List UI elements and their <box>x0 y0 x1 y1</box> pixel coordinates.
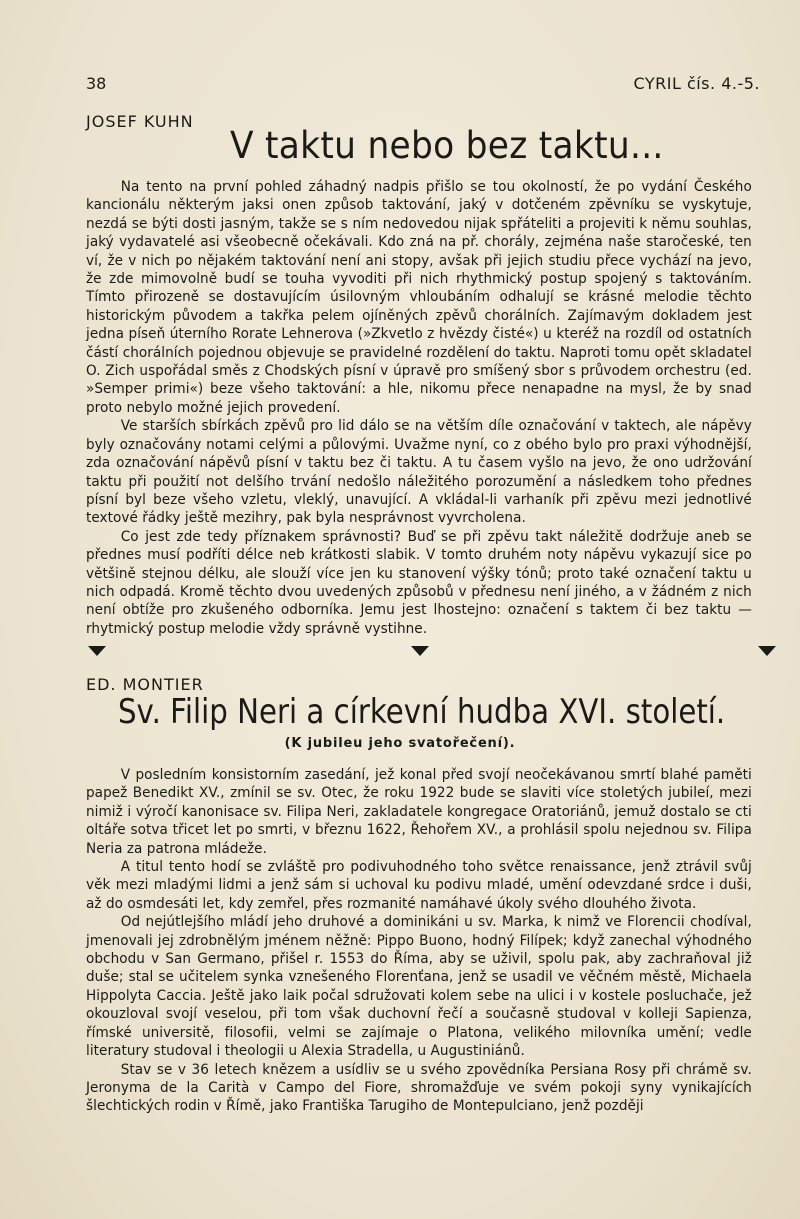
article-author: JOSEF KUHN <box>86 112 194 131</box>
paragraph: A titul tento hodí se zvláště pro podivuhodného toho světce renaissance, jenž ztrávil svůj věk mezi mladými lidmi a jenž sám si uchoval ku podivu mladé, umění odevzdané srdce i duši, až do osmdesáti let, kdy zemřel, přes rozmanité namáhavé úkoly svého dlouhého života. <box>86 859 752 912</box>
paragraph: Stav se v 36 letech knězem a usídliv se u svého zpovědníka Persiana Rosy při chrámě sv. Jeronyma de la Carità v Campo del Fiore, shromažďuje ve svém pokoji syny vynikajících šlechtických rodin v Římě, jako Františka Tarugiho de Montepulciano, jenž později <box>86 1061 752 1115</box>
page-number: 38 <box>86 74 107 93</box>
running-title: CYRIL čís. 4.-5. <box>633 74 760 93</box>
paragraph: Co jest zde tedy příznakem správnosti? Buď se při zpěvu takt náležitě dodržuje aneb se přednes musí podříti délce neb krátkosti slabik. V tomto druhém noty nápěvu vykazují sice po většině stejnou délku, ale slouží více jen ku stanovení výšky tónů; proto také označení taktu u nich odpadá. Kromě těchto dvou uvedených způsobů v přednesu není jiného, a v žádném z nich není obtíže pro zkušeného odborníka. Jemu jest lhostejno: označení s taktem či bez taktu — rhytmický postup melodie vždy správně vystihne. <box>86 528 752 637</box>
article-body <box>86 766 752 1116</box>
triangle-ornament-icon <box>758 646 776 656</box>
article-title: V taktu nebo bez taktu... <box>230 124 664 167</box>
paragraph: Na tento na první pohled záhadný nadpis přišlo se tou okolností, že po vydání Českého kancionálu některým jaksi onen způsob taktování, jaký v dotčeném zpěvníku se vyskytuje, nezdá se býti dosti jasným, takže se s ním nedovedou nijak spřáteliti a projeviti k němu souhlas, jaký vydavatelé asi všeobecně očekávali. Kdo zná na př. chorály, zejména naše staročeské, ten ví, že v nich po nějakém taktování není ani stopy, avšak při jejich studiu přece vychází na jevo, že zde mimovolně budí se touha vyvoditi při nich rhythmický postup spojený s taktováním. Tímto přirozeně se dostavujícím úsilovným vhloubáním odhalují se krásné melodie těchto historickým původem a takřka pelem ojíněných zpěvů chorálních. Zajímavým dokladem jest jedna píseň úterního Rorate Lehnerova (»Zkvetlo z hvězdy čisté«) u kteréž na rozdíl od ostatních částí chorálních pojednou objevuje se pravidelné rozdělení do taktu. Naproti tomu opět skladatel O. Zich uspořádal směs z Chodských písní v úpravě pro smíšený sbor s průvodem orchestru (ed. »Semper primi«) beze všeho taktování: a hle, nikomu přece nenapadne na mysl, že by snad proto nebylo možné jejich provedení. <box>86 179 752 416</box>
article-author: ED. MONTIER <box>86 675 204 694</box>
paragraph: Od nejútlejšího mládí jeho druhové a dominikáni u sv. Marka, k nimž ve Florencii chodíval, jmenovali jej zdrobnělým jménem něžně: Pippo Buono, hodný Filípek; když zanechal výhodného obchodu v San Germano, přišel r. 1553 do Říma, aby se uživil, spolu pak, aby zachraňoval již duše; stal se učitelem synka vznešeného Florenťana, jenž se usadil ve věčném městě, Michaela Hippolyta Caccia. Ještě jako laik počal sdružovati kolem sebe na ulici i v kostele posluchače, jež okouzloval svojí veselou, při tom však duchovní řečí a současně studoval v kolleji Sapienza, římské universitě, filosofii, velmi se zajímaje o Platona, velikého milovníka umění; vedle literatury studoval i theologii u Alexia Stradella, u Augustiniánů. <box>86 914 752 1060</box>
article-title: Sv. Filip Neri a církevní hudba XVI. století. <box>118 692 726 732</box>
article-subtitle: (K jubileu jeho svatořečení). <box>284 736 516 751</box>
section-divider <box>88 646 778 660</box>
triangle-ornament-icon <box>411 646 429 656</box>
triangle-ornament-icon <box>88 646 106 656</box>
article-body <box>86 178 752 638</box>
paragraph: V posledním konsistorním zasedání, jež konal před svojí neočekávanou smrtí blahé paměti papež Benedikt XV., zmínil se sv. Otec, že roku 1922 bude se slaviti více stoletých jubileí, mezi nimiž i výročí kanonisace sv. Filipa Neri, zakladatele kongregace Oratoriánů, jemuž dostalo se cti oltáře sotva třicet let po smrti, v březnu 1622, Řehořem XV., a prohlásil spolu nejednou sv. Filipa Neria za patrona mládeže. <box>86 767 752 857</box>
paragraph: Ve starších sbírkách zpěvů pro lid dálo se na větším díle označování v taktech, ale nápěvy byly označovány notami celými a půlovými. Uvažme nyní, co z obého bylo pro praxi výhodnější, zda označování nápěvů písní v taktu bez či taktu. A tu časem vyšlo na jevo, že ono udržování taktu při použití not delšího trvání nedošlo náležitého porozumění a následkem toho přednes písní byl beze všeho vzletu, vleklý, unavující. A vkládal-li varhaník při zpěvu mezi jednotlivé textové řádky ještě mezihry, pak byla nesprávnost vyvrcholena. <box>86 418 752 527</box>
page-header <box>86 74 760 98</box>
